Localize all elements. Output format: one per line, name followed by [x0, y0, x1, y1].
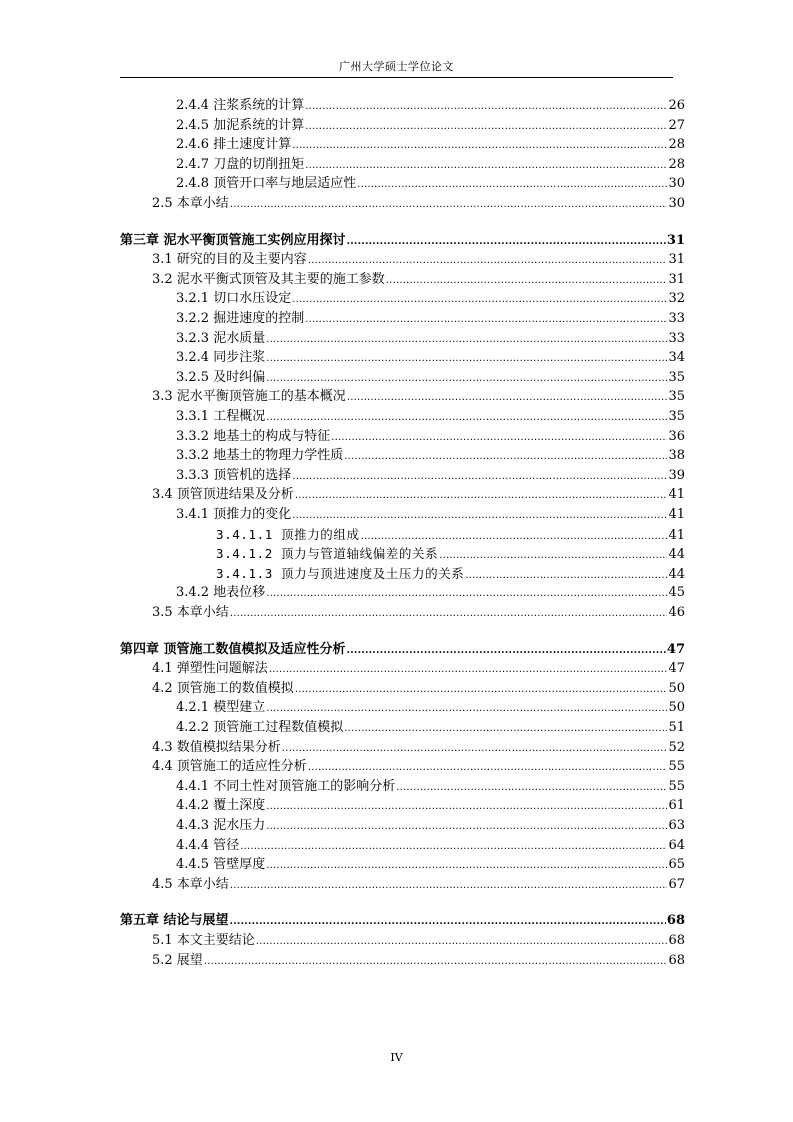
- toc-page-number: 31: [666, 233, 685, 248]
- toc-entry-title: 2.5 本章小结: [152, 196, 229, 211]
- dot-leader: [344, 448, 667, 466]
- toc-entry[interactable]: [176, 447, 685, 465]
- dot-leader: [240, 838, 667, 856]
- toc-page-number: 52: [668, 740, 685, 755]
- toc-entry[interactable]: [176, 428, 685, 446]
- toc-entry[interactable]: [176, 778, 685, 796]
- toc-entry[interactable]: [152, 952, 685, 970]
- dot-leader: [344, 720, 667, 738]
- dot-leader: [266, 409, 667, 427]
- toc-entry-title: 3.3.2 地基土的构成与特征: [176, 429, 331, 444]
- toc-page-number: 39: [668, 468, 685, 483]
- toc-page-number: 63: [668, 818, 685, 833]
- toc-chapter-entry[interactable]: [120, 912, 685, 930]
- toc-page-number: 44: [668, 567, 685, 582]
- dot-leader: [305, 157, 667, 175]
- toc-entry-title: 第三章 泥水平衡顶管施工实例应用探讨: [120, 233, 346, 248]
- dot-leader: [439, 547, 667, 565]
- toc-chapter-entry[interactable]: [120, 232, 685, 250]
- dot-leader: [230, 877, 668, 895]
- toc-entry-title: 3.3.1 工程概况: [176, 409, 266, 424]
- toc-entry-title: 3.2.4 同步注浆: [176, 350, 266, 365]
- toc-entry-title: 3.2.5 及时纠偏: [176, 370, 266, 385]
- toc-entry[interactable]: [152, 758, 685, 776]
- dot-leader: [361, 528, 668, 546]
- toc-page-number: 31: [668, 272, 685, 287]
- toc-page-number: 51: [668, 720, 685, 735]
- toc-entry[interactable]: [152, 876, 685, 894]
- dot-leader: [266, 585, 667, 603]
- dot-leader: [357, 176, 667, 194]
- toc-entry[interactable]: [152, 680, 685, 698]
- dot-leader: [266, 350, 667, 368]
- dot-leader: [269, 661, 668, 679]
- toc-entry[interactable]: [176, 330, 685, 348]
- toc-entry[interactable]: [176, 467, 685, 485]
- toc-entry-title: 4.2.2 顶管施工过程数值模拟: [176, 720, 344, 735]
- toc-entry-title: 4.4.5 管壁厚度: [176, 857, 266, 872]
- toc-page-number: 67: [668, 877, 685, 892]
- toc-page-number: 61: [668, 798, 685, 813]
- toc-page-number: 50: [668, 681, 685, 696]
- toc-entry-title: 3.3 泥水平衡顶管施工的基本概况: [152, 389, 346, 404]
- dot-leader: [292, 507, 667, 525]
- toc-entry-title: 2.4.8 顶管开口率与地层适应性: [176, 176, 357, 191]
- toc-entry[interactable]: [152, 251, 685, 269]
- toc-entry-title: 5.2 展望: [152, 953, 203, 968]
- toc-entry[interactable]: [152, 739, 685, 757]
- toc-entry[interactable]: [216, 545, 685, 563]
- toc-entry[interactable]: [216, 565, 685, 583]
- toc-page-number: 50: [668, 700, 685, 715]
- dot-leader: [266, 818, 667, 836]
- toc-page-number: 41: [668, 487, 685, 502]
- toc-page-number: 34: [668, 350, 685, 365]
- toc-page-number: 30: [668, 176, 685, 191]
- toc-entry-title: 第四章 顶管施工数值模拟及适应性分析: [120, 642, 346, 657]
- dot-leader: [305, 311, 667, 329]
- toc-page-number: 41: [668, 528, 685, 543]
- toc-entry[interactable]: [176, 310, 685, 328]
- toc-entry[interactable]: [216, 526, 685, 544]
- toc-entry[interactable]: [176, 856, 685, 874]
- toc-entry-title: 第五章 结论与展望: [120, 913, 229, 928]
- toc-page-number: 30: [668, 196, 685, 211]
- toc-page-number: 35: [668, 389, 685, 404]
- dot-leader: [396, 779, 667, 797]
- toc-entry[interactable]: [176, 719, 685, 737]
- dot-leader: [230, 913, 666, 931]
- toc-page-number: 44: [668, 547, 685, 562]
- toc-page-number: 38: [668, 448, 685, 463]
- toc-entry[interactable]: [176, 506, 685, 524]
- toc-entry-title: 4.4 顶管施工的适应性分析: [152, 759, 307, 774]
- toc-entry[interactable]: [152, 604, 685, 622]
- dot-leader: [204, 953, 668, 971]
- toc-page-number: 28: [668, 137, 685, 152]
- dot-leader: [305, 98, 667, 116]
- toc-page-number: 46: [668, 605, 685, 620]
- toc-entry-title: 3.4.1.1 顶推力的组成: [216, 527, 360, 542]
- toc-entry-title: 4.3 数值模拟结果分析: [152, 740, 281, 755]
- toc-entry[interactable]: [176, 817, 685, 835]
- dot-leader: [308, 252, 668, 270]
- toc-page-number: 35: [668, 370, 685, 385]
- toc-entry[interactable]: [152, 195, 685, 213]
- toc-entry-title: 3.1 研究的目的及主要内容: [152, 252, 307, 267]
- dot-leader: [266, 370, 667, 388]
- toc-page-number: 45: [668, 585, 685, 600]
- toc-entry[interactable]: [176, 584, 685, 602]
- toc-page-number: 27: [668, 118, 685, 133]
- toc-entry-title: 2.4.4 注浆系统的计算: [176, 98, 305, 113]
- toc-page-number: 33: [668, 331, 685, 346]
- toc-entry[interactable]: [176, 117, 685, 135]
- toc-entry[interactable]: [176, 136, 685, 154]
- toc-entry-title: 2.4.6 排土速度计算: [176, 137, 292, 152]
- toc-page-number: 28: [668, 157, 685, 172]
- toc-page-number: 32: [668, 291, 685, 306]
- toc-entry[interactable]: [176, 797, 685, 815]
- toc-page-number: 68: [668, 933, 685, 948]
- toc-entry[interactable]: [176, 408, 685, 426]
- toc-entry-title: 3.3.2 地基土的物理力学性质: [176, 448, 344, 463]
- toc-entry[interactable]: [176, 175, 685, 193]
- toc-entry-title: 3.4 顶管顶进结果及分析: [152, 487, 294, 502]
- toc-entry-title: 3.4.2 地表位移: [176, 585, 266, 600]
- toc-entry-title: 3.4.1 顶推力的变化: [176, 507, 292, 522]
- page-number: IV: [390, 1051, 403, 1064]
- dot-leader: [308, 759, 668, 777]
- toc-entry-title: 3.2.2 掘进速度的控制: [176, 311, 305, 326]
- toc-entry-title: 4.4.4 管径: [176, 838, 240, 853]
- toc-entry-title: 3.2.3 泥水质量: [176, 331, 266, 346]
- toc-entry[interactable]: [152, 660, 685, 678]
- toc-entry-title: 2.4.5 加泥系统的计算: [176, 118, 305, 133]
- dot-leader: [230, 196, 668, 214]
- toc-entry-title: 4.4.3 泥水压力: [176, 818, 266, 833]
- toc-page-number: 55: [668, 759, 685, 774]
- toc-entry[interactable]: [152, 388, 685, 406]
- toc-page-number: 41: [668, 507, 685, 522]
- dot-leader: [256, 933, 668, 951]
- dot-leader: [347, 642, 666, 660]
- toc-page-number: 55: [668, 779, 685, 794]
- dot-leader: [295, 487, 668, 505]
- dot-leader: [292, 137, 667, 155]
- toc-entry[interactable]: [176, 156, 685, 174]
- dot-leader: [266, 700, 667, 718]
- toc-entry-title: 4.1 弹塑性问题解法: [152, 661, 268, 676]
- toc-entry[interactable]: [176, 97, 685, 115]
- toc-entry-title: 4.4.1 不同土性对顶管施工的影响分析: [176, 779, 396, 794]
- toc-entry[interactable]: [152, 486, 685, 504]
- dot-leader: [266, 331, 667, 349]
- toc-entry-title: 5.1 本文主要结论: [152, 933, 255, 948]
- toc-entry-title: 3.5 本章小结: [152, 605, 229, 620]
- dot-leader: [347, 233, 666, 251]
- toc-entry-title: 3.2 泥水平衡式顶管及其主要的施工参数: [152, 272, 385, 287]
- toc-entry-title: 2.4.7 刀盘的切削扭矩: [176, 157, 305, 172]
- toc-chapter-entry[interactable]: [120, 641, 685, 659]
- toc-page-number: 65: [668, 857, 685, 872]
- toc-entry[interactable]: [152, 271, 685, 289]
- toc-entry[interactable]: [176, 369, 685, 387]
- toc-entry[interactable]: [176, 290, 685, 308]
- dot-leader: [465, 567, 667, 585]
- toc-entry-title: 3.3.3 顶管机的选择: [176, 468, 292, 483]
- dot-leader: [386, 272, 668, 290]
- toc-entry[interactable]: [152, 932, 685, 950]
- dot-leader: [347, 389, 668, 407]
- toc-entry-title: 4.4.2 覆土深度: [176, 798, 266, 813]
- toc-page-number: 64: [668, 838, 685, 853]
- dot-leader: [295, 681, 668, 699]
- toc-entry-title: 4.2.1 模型建立: [176, 700, 266, 715]
- toc-page-number: 36: [668, 429, 685, 444]
- toc-entry-title: 3.4.1.3 顶力与顶进速度及土压力的关系: [216, 566, 465, 581]
- toc-page-number: 35: [668, 409, 685, 424]
- dot-leader: [230, 605, 668, 623]
- toc-entry-title: 3.2.1 切口水压设定: [176, 291, 292, 306]
- toc-page-number: 68: [666, 913, 685, 928]
- dot-leader: [266, 798, 667, 816]
- toc-entry-title: 4.2 顶管施工的数值模拟: [152, 681, 294, 696]
- toc-page-number: 68: [668, 953, 685, 968]
- running-header: 广州大学硕士学位论文: [339, 60, 454, 73]
- header-rule: [120, 77, 673, 78]
- toc-page-number: 47: [666, 642, 685, 657]
- toc-page-number: 47: [668, 661, 685, 676]
- toc-entry[interactable]: [176, 837, 685, 855]
- toc-page-number: 33: [668, 311, 685, 326]
- dot-leader: [292, 468, 667, 486]
- toc-page-number: 26: [668, 98, 685, 113]
- toc-entry[interactable]: [176, 349, 685, 367]
- toc-entry[interactable]: [176, 699, 685, 717]
- toc-entry-title: 3.4.1.2 顶力与管道轴线偏差的关系: [216, 546, 439, 561]
- dot-leader: [305, 118, 667, 136]
- toc-page-number: 31: [668, 252, 685, 267]
- dot-leader: [266, 857, 667, 875]
- dot-leader: [331, 429, 667, 447]
- dot-leader: [292, 291, 667, 309]
- toc-entry-title: 4.5 本章小结: [152, 877, 229, 892]
- dot-leader: [282, 740, 668, 758]
